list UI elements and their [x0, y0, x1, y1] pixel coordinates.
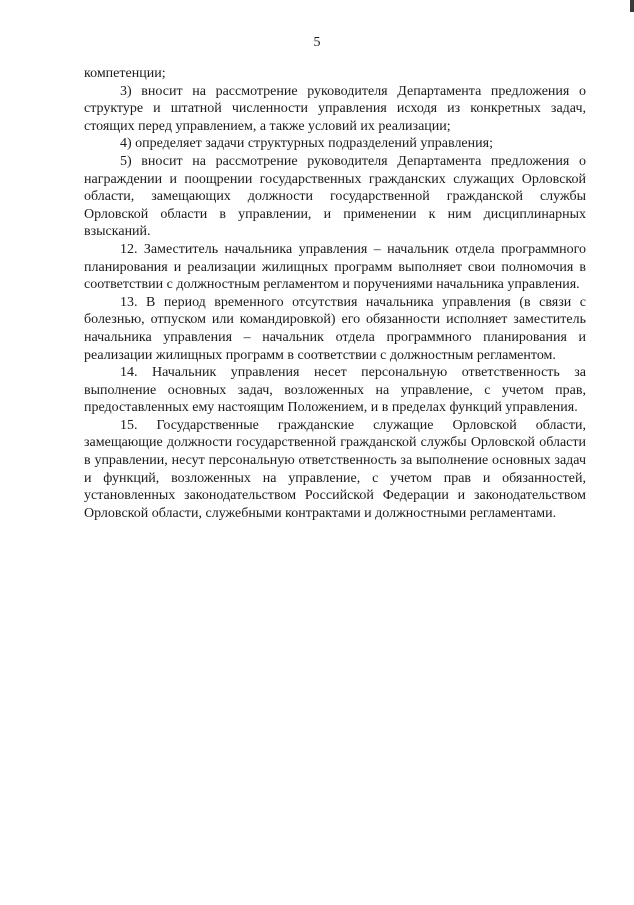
paragraph-clause-12: 12. Заместитель начальника управления – начальник отдела программного планирования и реализации жилищных программ выполняет свои полномочия в соответствии с должностным регламентом и поручениями начальника управления.: [84, 241, 586, 293]
scan-edge-mark: [630, 0, 634, 12]
page-number: 5: [313, 35, 321, 50]
paragraph-item-3: 3) вносит на рассмотрение руководителя Департамента предложения о структуре и штатной численности управления исходя из конкретных задач, стоящих перед управлением, а также условий их реализации;: [84, 83, 586, 134]
paragraph-clause-15: 15. Государственные гражданские служащие Орловской области, замещающие должности государственной гражданской службы Орловской области в управлении, несут персональную ответственность за выполнение основных задач и функций, возложенных на управление, с учетом прав и обязанностей, установленных законодательством Российской Федерации и законодательством Орловской области, служебными контрактами и должностными регламентами.: [84, 417, 586, 521]
paragraph-clause-13: 13. В период временного отсутствия начальника управления (в связи с болезнью, отпуском или командировкой) его обязанности исполняет заместитель начальника управления – начальник отдела программного планирования и реализации жилищных программ в соответствии с должностным регламентом.: [84, 294, 586, 363]
paragraph-continuation: компетенции;: [84, 66, 166, 81]
paragraph-clause-14: 14. Начальник управления несет персональную ответственность за выполнение основных задач, возложенных на управление, с учетом прав, предоставленных ему настоящим Положением, и в пределах функций управления.: [84, 365, 586, 416]
paragraph-item-4: 4) определяет задачи структурных подразделений управления;: [120, 136, 493, 152]
paragraph-item-5: 5) вносит на рассмотрение руководителя Департамента предложения о награждении и поощрении государственных гражданских служащих Орловской области, замещающих должности государственной гражданской службы Орловской области в управлении, и применении к ним дисциплинарных взысканий.: [84, 153, 586, 240]
document-body: [84, 65, 586, 522]
